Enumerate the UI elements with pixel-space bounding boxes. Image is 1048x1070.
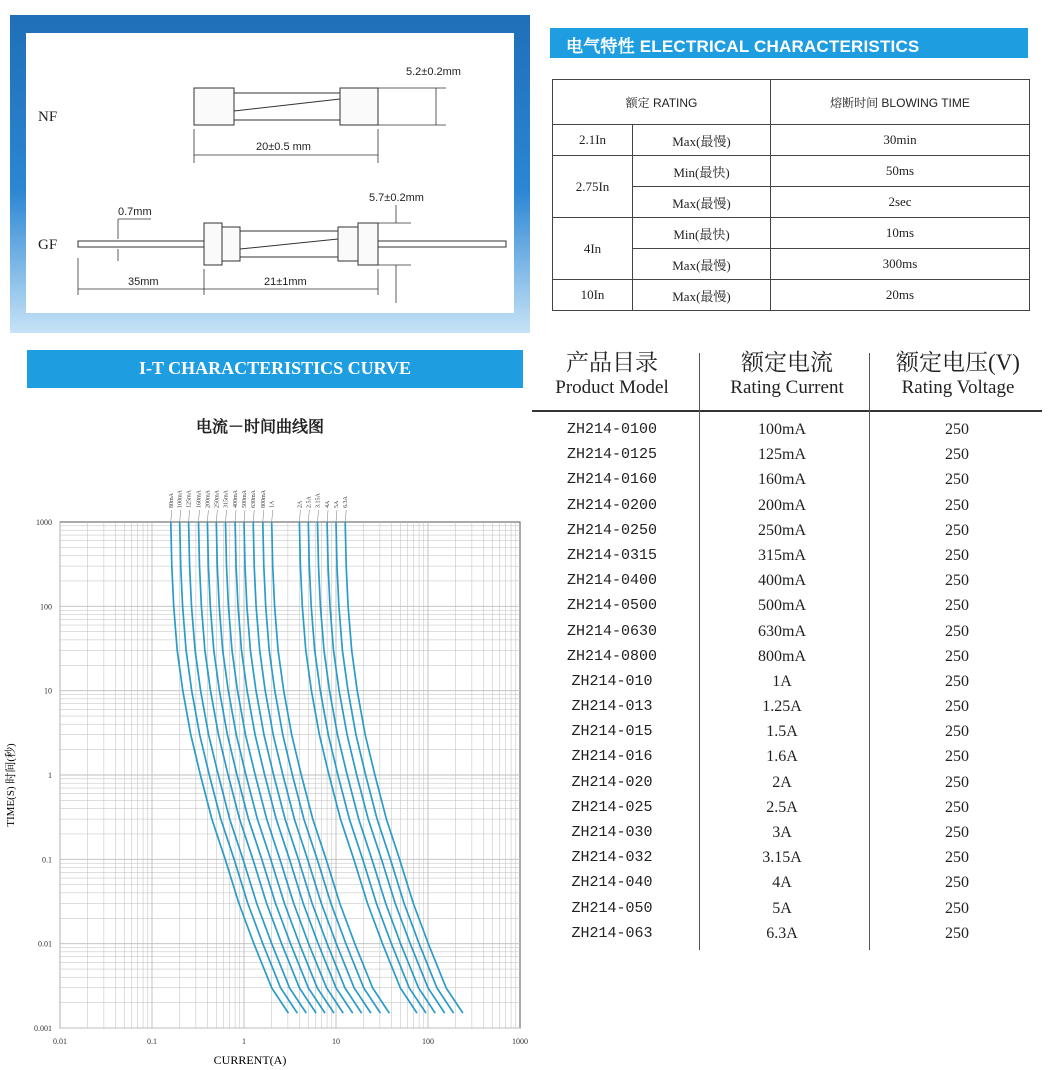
rating-voltage-cell: 250 [945, 924, 969, 942]
table-row [532, 595, 1044, 620]
it-curve-banner-text: I-T CHARACTERISTICS CURVE [138, 358, 412, 378]
series-label: 80mA [168, 493, 175, 508]
gf-label: GF [38, 237, 58, 253]
product-model-cell: ZH214-0800 [566, 647, 657, 665]
rating-voltage-cell: 250 [945, 874, 969, 892]
table-row [532, 696, 1044, 721]
rating-voltage-cell: 250 [945, 446, 969, 464]
rating-current-cell: 100mA [758, 421, 806, 438]
product-model-cell: ZH214-032 [571, 849, 653, 867]
rating-voltage-cell: 250 [945, 521, 969, 539]
product-model-cell: ZH214-0200 [566, 496, 657, 514]
series-label: 1A [269, 500, 276, 508]
mode-cell: Max(最慢) [633, 187, 771, 218]
table-row [532, 520, 1044, 545]
rating-voltage-cell: 250 [945, 546, 969, 564]
y-tick-label: 0.001 [34, 1024, 52, 1033]
series-leader-line [336, 510, 337, 522]
rating-current-cell: 5A [772, 899, 792, 917]
time-cell: 2sec [771, 187, 1030, 218]
x-tick-label: 100 [422, 1037, 434, 1046]
model-column-header [532, 350, 692, 400]
nf-label: NF [38, 109, 58, 125]
y-axis-label: TIME(S) 时间(秒) [5, 743, 17, 827]
product-model-cell: ZH214-013 [571, 698, 653, 716]
table-row [532, 444, 1044, 469]
y-tick-label: 0.01 [38, 939, 52, 949]
series-leader-line [235, 510, 236, 522]
rating-voltage-cell: 250 [945, 824, 969, 841]
nf-diameter-label: 5.2±0.2mm [406, 66, 461, 78]
table-row [532, 772, 1044, 797]
table-row [532, 721, 1044, 746]
x-tick-label: 10 [332, 1037, 340, 1046]
rating-voltage-cell: 250 [945, 798, 969, 816]
mode-cell: Max(最慢) [633, 249, 771, 280]
table-row [532, 495, 1044, 520]
rating-voltage-cell: 250 [945, 748, 969, 766]
series-leader-line [263, 510, 264, 522]
time-cell: 30min [771, 125, 1030, 156]
series-leader-line [171, 510, 172, 522]
nf-length-label: 20±0.5 mm [256, 141, 311, 153]
series-leader-line [216, 510, 217, 522]
chart-series-labels [169, 489, 349, 522]
rating-voltage-cell: 250 [945, 471, 969, 489]
x-tick-label: 1 [242, 1037, 246, 1046]
x-tick-label: 1000 [512, 1037, 528, 1046]
rating-current-cell: 6.3A [766, 924, 798, 942]
product-model-cell: ZH214-0100 [566, 421, 657, 438]
mode-cell: Min(最快) [633, 218, 771, 249]
series-label: 6.3A [343, 496, 350, 508]
product-model-cell: ZH214-0400 [566, 572, 657, 590]
series-label: 800mA [260, 490, 267, 508]
time-cell: 50ms [771, 156, 1030, 187]
product-model-cell: ZH214-030 [571, 824, 653, 841]
mode-cell: Max(最慢) [633, 280, 771, 311]
model-header-zh: 产品目录 [566, 350, 658, 375]
product-model-cell: ZH214-016 [571, 748, 653, 766]
series-label: 500mA [242, 490, 248, 508]
current-column-header [702, 350, 872, 400]
rating-voltage-cell: 250 [945, 647, 969, 665]
rating-voltage-cell: 250 [945, 421, 969, 438]
series-label: 630mA [251, 490, 258, 508]
table-row [532, 797, 1044, 822]
it-curve-chart [0, 470, 530, 1068]
series-label: 160mA [196, 490, 203, 508]
rating-current-cell: 630mA [758, 622, 806, 640]
series-leader-line [345, 510, 346, 522]
electrical-banner-zh: 电气特性 [566, 37, 635, 56]
rating-voltage-cell: 250 [945, 672, 969, 690]
dimension-drawing [26, 33, 514, 313]
header-divider [532, 410, 1042, 412]
series-leader-line [327, 510, 328, 522]
table-row [532, 746, 1044, 771]
voltage-header-en: Rating Voltage [901, 377, 1015, 398]
y-tick-label: 100 [40, 602, 52, 612]
table-row [553, 156, 1030, 187]
electrical-characteristics-banner [550, 28, 1028, 58]
rating-voltage-cell: 250 [945, 773, 969, 791]
y-tick-label: 1000 [36, 518, 52, 527]
blowing-time-header: 熔断时间 BLOWING TIME [771, 80, 1030, 125]
table-row [532, 847, 1044, 872]
product-model-cell: ZH214-0630 [566, 622, 657, 640]
table-row [532, 822, 1044, 847]
rating-voltage-cell: 250 [945, 899, 969, 917]
product-model-cell: ZH214-020 [571, 773, 653, 791]
series-label: 2A [297, 500, 304, 508]
series-leader-line [299, 510, 300, 522]
rating-current-cell: 1.25A [762, 698, 802, 716]
rating-voltage-cell: 250 [945, 622, 969, 640]
rating-current-cell: 800mA [758, 647, 806, 665]
rating-current-cell: 3A [772, 824, 792, 841]
rating-voltage-cell: 250 [945, 723, 969, 741]
product-model-cell: ZH214-0125 [566, 446, 657, 464]
x-tick-label: 0.1 [147, 1037, 157, 1046]
product-model-cell: ZH214-0315 [566, 546, 657, 564]
series-leader-line [272, 510, 273, 522]
series-leader-line [226, 510, 227, 522]
series-label: 4A [325, 500, 332, 508]
time-cell: 300ms [771, 249, 1030, 280]
series-leader-line [207, 510, 208, 522]
voltage-header-zh: 额定电压(V) [896, 350, 1020, 375]
fuse-dimension-svg [26, 33, 514, 313]
electrical-banner-en: ELECTRICAL CHARACTERISTICS [639, 37, 920, 56]
x-axis-label: CURRENT(A) [213, 1053, 287, 1067]
gf-length-label: 21±1mm [264, 276, 307, 288]
current-header-en: Rating Current [730, 377, 844, 398]
electrical-characteristics-table [552, 79, 1030, 311]
product-model-cell: ZH214-040 [571, 874, 653, 892]
table-row [532, 469, 1044, 494]
table-row [553, 280, 1030, 311]
rating-current-cell: 1.5A [766, 723, 798, 741]
product-model-cell: ZH214-015 [571, 723, 653, 741]
chart-grid [60, 522, 520, 1028]
product-model-cell: ZH214-050 [571, 899, 653, 917]
chart-title: 电流－时间曲线图 [195, 419, 324, 436]
mode-cell: Max(最慢) [633, 125, 771, 156]
rating-current-cell: 125mA [758, 446, 806, 464]
product-table-header [532, 350, 1044, 410]
product-model-cell: ZH214-063 [571, 924, 653, 942]
rating-voltage-cell: 250 [945, 496, 969, 514]
y-tick-label: 10 [44, 686, 52, 696]
time-cell: 20ms [771, 280, 1030, 311]
nf-fuse-shape [194, 88, 378, 125]
series-label: 250mA [214, 490, 221, 508]
series-leader-line [244, 510, 245, 522]
product-model-cell: ZH214-0160 [566, 471, 657, 489]
table-row [532, 872, 1044, 897]
series-leader-line [318, 510, 319, 522]
rating-cell: 2.1In [553, 125, 633, 156]
series-label: 400mA [233, 490, 240, 508]
table-row [532, 545, 1044, 570]
mode-cell: Min(最快) [633, 156, 771, 187]
series-label: 3.15A [315, 493, 322, 508]
rating-voltage-cell: 250 [945, 849, 969, 867]
rating-voltage-cell: 250 [945, 572, 969, 590]
y-tick-label: 0.1 [42, 855, 52, 865]
table-row [553, 218, 1030, 249]
series-label: 200mA [205, 490, 212, 508]
table-row [532, 898, 1044, 923]
rating-current-cell: 250mA [758, 521, 806, 539]
time-cell: 10ms [771, 218, 1030, 249]
gf-fuse-shape [78, 223, 506, 265]
product-model-cell: ZH214-0500 [566, 597, 657, 615]
table-row [532, 570, 1044, 595]
rating-cell: 2.75In [553, 156, 633, 218]
gf-diameter-label: 5.7±0.2mm [369, 192, 424, 204]
table-row [532, 419, 1044, 444]
table-row [553, 125, 1030, 156]
rating-current-cell: 1.6A [766, 748, 798, 766]
rating-cell: 4In [553, 218, 633, 280]
series-leader-line [198, 510, 199, 522]
rating-voltage-cell: 250 [945, 597, 969, 615]
table-row [532, 923, 1044, 948]
rating-current-cell: 200mA [758, 496, 806, 514]
table-row [532, 621, 1044, 646]
rating-current-cell: 3.15A [762, 849, 802, 867]
rating-current-cell: 2A [772, 773, 792, 791]
series-leader-line [253, 510, 254, 522]
series-label: 125mA [186, 490, 193, 508]
series-label: 2.5A [306, 496, 313, 508]
rating-current-cell: 500mA [758, 597, 806, 615]
rating-current-cell: 160mA [758, 471, 806, 489]
product-model-cell: ZH214-010 [571, 672, 653, 690]
table-row [532, 671, 1044, 696]
table-header-row [553, 80, 1030, 125]
gf-lead-length-label: 35mm [128, 276, 159, 288]
x-tick-label: 0.01 [53, 1037, 67, 1046]
current-header-zh: 额定电流 [741, 350, 833, 375]
series-label: 100mA [177, 490, 184, 508]
series-label: 5A [334, 500, 340, 508]
rating-cell: 10In [553, 280, 633, 311]
product-model-cell: ZH214-0250 [566, 521, 657, 539]
rating-current-cell: 315mA [758, 546, 806, 564]
rating-current-cell: 400mA [758, 572, 806, 590]
dimension-drawing-panel [10, 15, 530, 333]
y-tick-label: 1 [48, 771, 52, 780]
rating-current-cell: 2.5A [766, 798, 798, 816]
table-row [532, 646, 1044, 671]
series-leader-line [189, 510, 190, 522]
rating-voltage-cell: 250 [945, 698, 969, 716]
product-table-body [532, 419, 1044, 948]
voltage-column-header [872, 350, 1044, 400]
model-header-en: Product Model [555, 377, 669, 398]
it-curve-banner [27, 350, 523, 388]
product-model-cell: ZH214-025 [571, 798, 653, 816]
series-leader-line [308, 510, 309, 522]
series-leader-line [180, 510, 181, 522]
rating-current-cell: 4A [772, 874, 792, 892]
series-label: 315mA [223, 490, 230, 508]
rating-current-cell: 1A [772, 672, 792, 690]
gf-lead-label: 0.7mm [118, 206, 152, 218]
rating-header: 额定 RATING [553, 80, 771, 125]
